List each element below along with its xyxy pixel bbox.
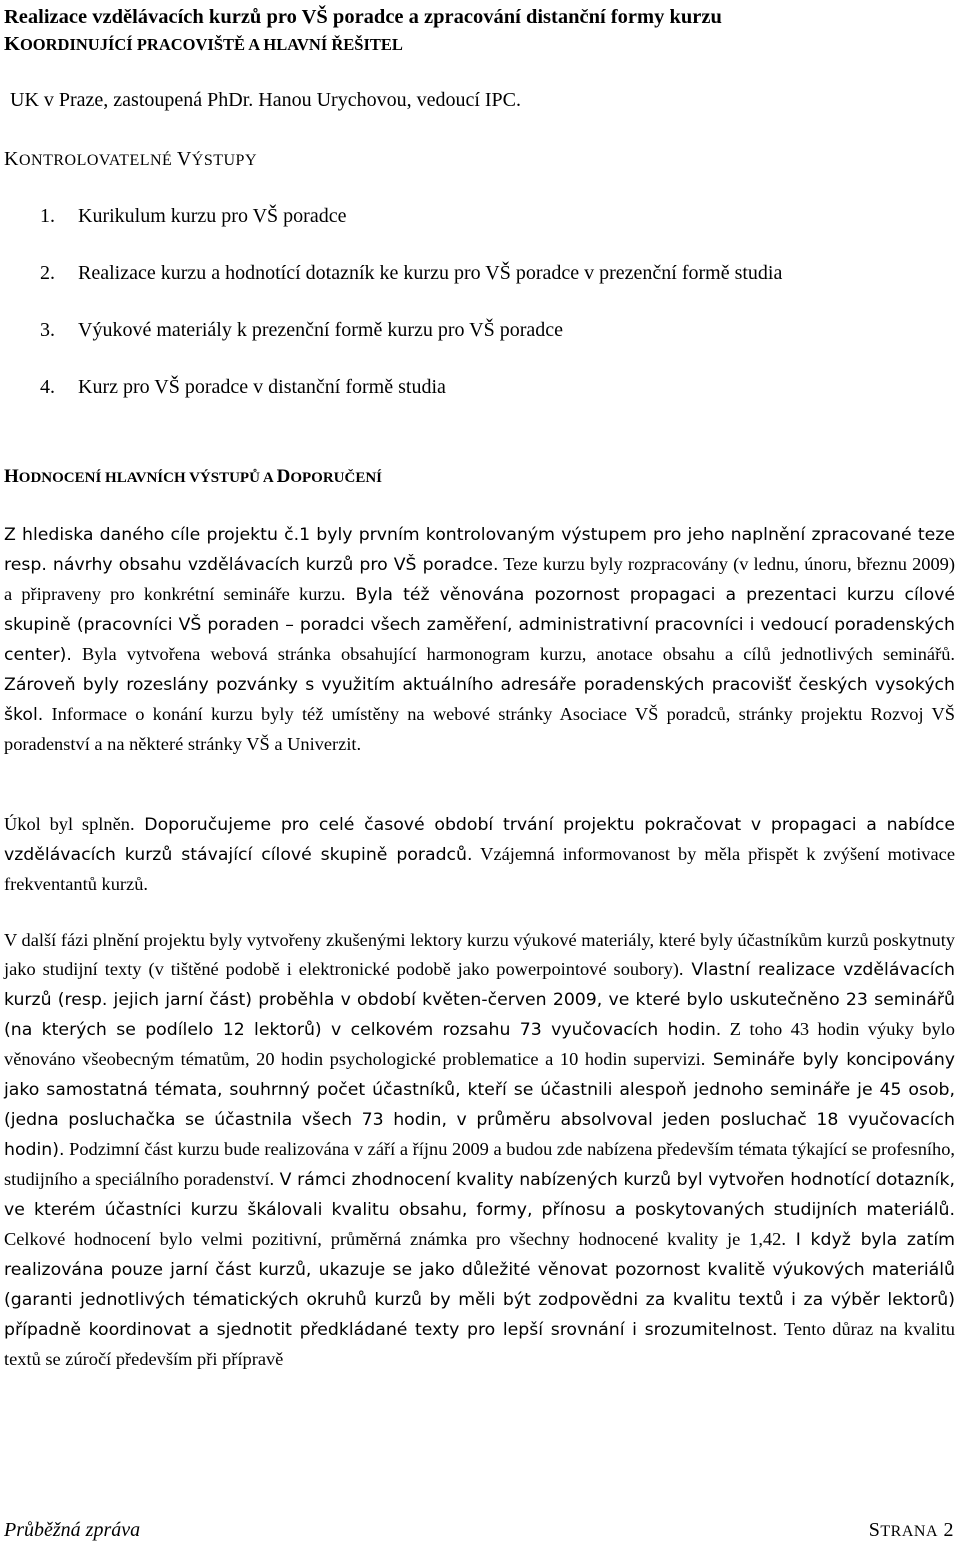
list-item-text: Kurikulum kurzu pro VŠ poradce <box>78 205 347 227</box>
evaluation-heading-rest1: ODNOCENÍ HLAVNÍCH VÝSTUPŮ A <box>18 470 277 486</box>
paragraph-sentence: Úkol byl splněn. <box>4 814 135 834</box>
outputs-list <box>0 202 920 402</box>
paragraph-sentence: Vlastní realizace vzdělávacích kurzů (resp. jejich jarní část) proběhla v období květen-červen 2009, ve které bylo uskutečněno 23 seminářů (na kterých se podílelo 12 lektorů) v celkovém rozsahu 73 vyučovacích hodin. <box>4 960 955 1040</box>
paragraph-sentence: Vzájemná informovanost by měla přispět k zvýšení motivace frekventantů kurzů. <box>4 844 955 894</box>
document-title <box>4 4 954 58</box>
paragraph-sentence: Informace o konání kurzu byly též umístěny na webové stránky Asociace VŠ poradců, stránky projektu Rozvoj VŠ poradenství a na některé stránky VŠ a Univerzit. <box>4 704 955 754</box>
footer-page-label-rest: TRANA <box>880 1523 938 1540</box>
paragraph-sentence: Z hlediska daného cíle projektu č.1 byly prvním kontrolovaným výstupem pro jeho naplnění zpracované teze resp. návrhy obsahu vzdělávacích kurzů pro VŠ poradce. <box>4 525 955 575</box>
list-item <box>0 259 906 288</box>
list-item <box>0 373 920 402</box>
evaluation-heading-cap1: H <box>4 466 19 487</box>
outputs-heading-cap2: V <box>176 148 192 170</box>
outputs-heading-rest2: ÝSTUPY <box>191 152 257 169</box>
footer-page-number <box>869 1517 954 1545</box>
paragraph-sentence: Doporučujeme pro celé časové období trvání projektu pokračovat v propagaci a nabídce vzdělávacích kurzů stávající cílové skupině poradců. <box>4 815 955 865</box>
paragraph-sentence: Celkové hodnocení bylo velmi pozitivní, průměrná známka pro všechny hodnocené kvality je 1,42. <box>4 1229 786 1249</box>
coordinator-text: UK v Praze, zastoupená PhDr. Hanou Urychovou, vedoucí IPC. <box>10 89 522 111</box>
footer-report-title: Průběžná zpráva <box>4 1519 141 1541</box>
list-item <box>0 202 920 231</box>
title-line: Realizace vzdělávacích kurzů pro VŠ poradce a zpracování distanční formy kurzu <box>4 6 722 28</box>
coordinating-heading-rest: OORDINUJÍCÍ PRACOVIŠTĚ A HLAVNÍ ŘEŠITEL <box>19 35 403 54</box>
list-item-number: 2. <box>40 262 55 284</box>
coordinating-heading <box>4 31 954 58</box>
paragraph-sentence: V další fázi plnění projektu byly vytvořeny zkušenými lektory kurzu výukové materiály, které byly účastníkům kurzů poskytnuty jako studijní texty (v tištěné podobě i elektronické podobě jako powerpointové soubory). <box>4 930 955 979</box>
list-item-number: 3. <box>40 319 55 341</box>
coordinating-heading-cap: K <box>4 33 20 55</box>
outputs-heading <box>4 146 257 174</box>
list-item-number: 4. <box>40 376 55 398</box>
list-item-text: Kurz pro VŠ poradce v distanční formě studia <box>78 376 446 398</box>
list-item-text: Výukové materiály k prezenční formě kurzu pro VŠ poradce <box>78 319 564 341</box>
evaluation-heading <box>4 464 382 491</box>
paragraph-sentence: Z toho 43 hodin výuky bylo věnováno všeobecným tématům, 20 hodin psychologické problematice a 10 hodin supervizi. <box>4 1019 955 1069</box>
paragraph-sentence: Podzimní část kurzu bude realizována v září a říjnu 2009 a budou zde nabízena především témata týkající se profesního, studijního a speciálního poradenství. <box>4 1139 955 1189</box>
evaluation-heading-cap2: D <box>276 466 291 487</box>
list-item-text: Realizace kurzu a hodnotící dotazník ke kurzu pro VŠ poradce v prezenční formě studia <box>78 262 783 284</box>
evaluation-heading-rest2: OPORUČENÍ <box>290 470 383 486</box>
paragraph-sentence: Byla též věnována pozornost propagaci a prezentaci kurzu cílové skupině (pracovníci VŠ poraden – poradci všech zaměření, administrativní pracovníci i vedoucí poradenských center). <box>4 585 955 665</box>
list-item-number: 1. <box>40 205 55 227</box>
outputs-heading-cap1: K <box>4 148 19 170</box>
paragraph-sentence: V rámci zhodnocení kvality nabízených kurzů byl vytvořen hodnotící dotazník, ve kterém účastníci kurzu škálovali kvalitu obsahu, formy, přínosu a poskytovaných studijních materiálů. <box>4 1170 955 1220</box>
paragraph-sentence: Tento důraz na kvalitu textů se zúročí především při přípravě <box>4 1319 956 1369</box>
list-item <box>0 316 920 345</box>
paragraph-sentence: Byla vytvořena webová stránka obsahující harmonogram kurzu, anotace obsahu a cílů jednotlivých seminářů. <box>71 644 955 664</box>
paragraph-sentence: I když byla zatím realizována pouze jarní část kurzů, ukazuje se jako důležité věnovat pozornost kvalitě výukových materiálů (garanti jednotlivých tématických okruhů kurzů by měli být zodpovědni za kvalitu textů i za výběr lektorů) případně koordinovat a sjednotit předkládané texty pro lepší srovnání i srozumitelnost. <box>4 1230 955 1340</box>
paragraph-promotion <box>4 520 955 759</box>
paragraph-recommendation <box>4 810 955 899</box>
footer-page-label-cap: S <box>868 1519 881 1541</box>
outputs-heading-rest1: ONTROLOVATELNÉ <box>18 152 177 169</box>
paragraph-sentence: Zároveň byly rozeslány pozvánky s využitím aktuálního adresáře poradenských pracovišť českých vysokých škol. <box>4 675 955 725</box>
paragraph-sentence: Teze kurzu byly rozpracovány (v lednu, únoru, březnu 2009) a připraveny pro konkrétní semináře kurzu. <box>4 554 955 604</box>
paragraph-realization <box>4 926 955 1374</box>
page-number: 2 <box>943 1519 954 1541</box>
paragraph-sentence: Semináře byly koncipovány jako samostatná témata, souhrnný počet účastníků, kteří se účastnili alespoň jednoho semináře je 45 osob, (jedna posluchačka se účastnila všech 73 hodin, v průměru absolvoval jeden posluchač 18 vyučovacích hodin). <box>4 1050 955 1160</box>
